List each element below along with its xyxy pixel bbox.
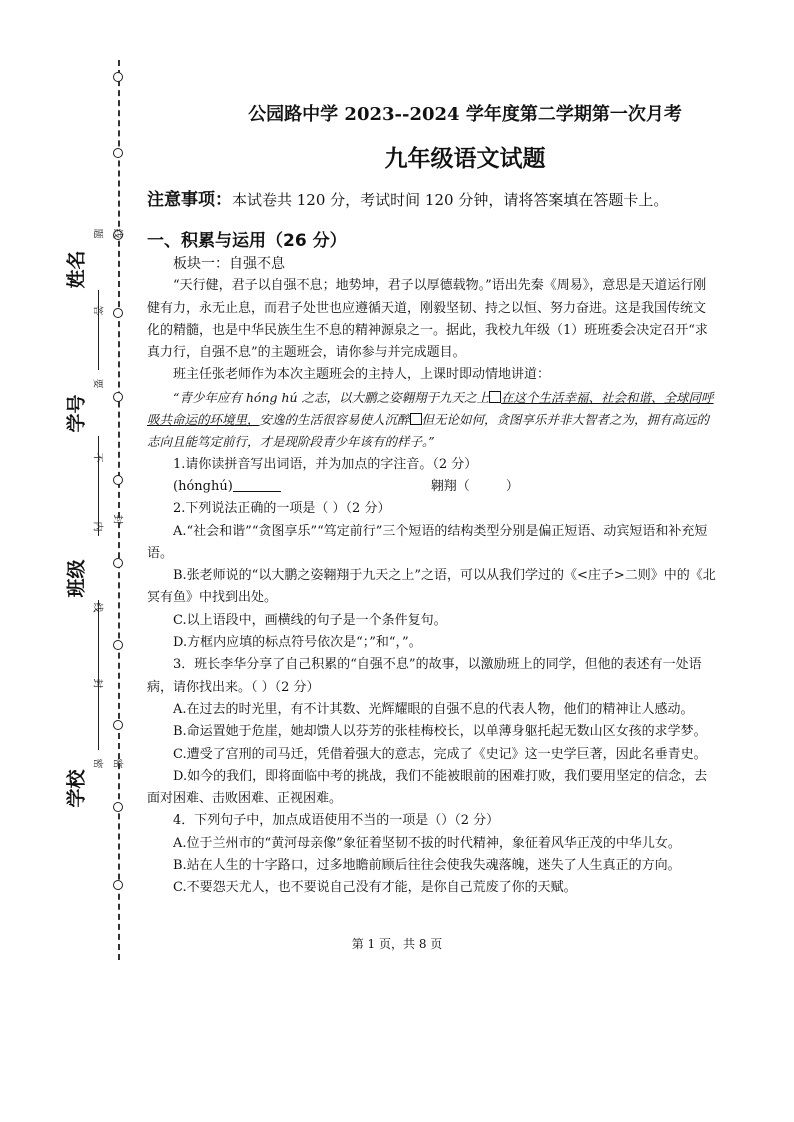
- quote-part-d: 但无论如何，贪图享乐并非大智者之为，拥有高远的志向且能笃定前行，才是现阶段青少年该有的样子。”: [147, 412, 710, 450]
- seal-char: 题: [91, 228, 103, 239]
- notice-text: 本试卷共 120 分，考试时间 120 分钟，请将答案填在答题卡上。: [232, 191, 669, 209]
- quote-part-c: 安逸的生活很容易使人沉醉: [259, 412, 410, 428]
- student-id-label: 学号: [65, 394, 88, 433]
- teacher-intro: 班主任张老师作为本次主题班会的主持人，上课时即动情地讲道：: [173, 367, 551, 383]
- binding-hole: [113, 880, 123, 890]
- option: A.“社会和谐”“贪图享乐”“笃定前行”三个短语的结构类型分别是偏正短语、动宾短语和补充短语。: [147, 523, 708, 561]
- block-title: 板块一：自强不息: [173, 256, 285, 272]
- teacher-quote: [147, 387, 717, 454]
- option: C.遭受了宫刑的司马迁，凭借着强大的意志，完成了《史记》这一史学巨著，因此名垂青史。: [173, 746, 707, 762]
- name-label: 姓名: [65, 250, 88, 289]
- seal-char: 不: [91, 452, 103, 463]
- class-label: 班级: [65, 559, 88, 598]
- quote-part-a: “青少年应有 hóng hú 之志，以大鹏之姿翱翔于九天之上: [173, 389, 490, 405]
- seal-char: 密: [91, 758, 103, 769]
- option: A.位于兰州市的“黄河母亲像”象征着坚韧不拔的时代精神，象征着风华正茂的中华儿女。: [173, 835, 681, 851]
- page-number: 第 1 页，共 8 页: [351, 937, 443, 951]
- question-2: 2.下列说法正确的一项是（ ）（2 分）: [173, 501, 391, 517]
- seal-char: 密: [111, 758, 123, 769]
- punctuation-box[interactable]: [489, 391, 501, 403]
- binding-hole: [113, 720, 123, 730]
- punctuation-box[interactable]: [410, 413, 422, 425]
- notice: [147, 185, 787, 210]
- option: D.方框内应填的标点符号依次是“；”和“，”。: [173, 635, 422, 651]
- option: C.以上语段中，画横线的句子是一个条件复句。: [173, 612, 447, 628]
- binding-hole: [113, 802, 123, 812]
- binding-hole: [113, 640, 123, 650]
- close-paren: ）: [505, 478, 519, 494]
- binding-hole: [113, 308, 123, 318]
- option: B.张老师说的“以大鹏之姿翱翔于九天之上”之语，可以从我们学过的《<庄子>二则》中的《北冥有鱼》中找到出处。: [147, 568, 716, 606]
- name-fill-line[interactable]: [98, 290, 99, 370]
- binding-hole: [113, 558, 123, 568]
- binding-hole: [113, 72, 123, 82]
- exam-title: 公园路中学 2023--2024 学年度第二学期第一次月考: [248, 104, 682, 125]
- seal-char: 答: [91, 305, 103, 316]
- question-4: 4．下列句子中，加点成语使用不当的一项是（）（2 分）: [173, 813, 500, 829]
- seal-char: 线: [111, 228, 123, 239]
- seal-char: 线: [91, 602, 103, 613]
- exam-subtitle: 九年级语文试题: [384, 146, 546, 172]
- binding-hole: [113, 148, 123, 158]
- seal-char: 内: [91, 521, 103, 532]
- question-3: 3．班长李华分享了自己积累的“自强不息”的故事，以激励班上的同学，但他的表述有一处语病，请你找出来。（ ）（2 分）: [147, 657, 702, 695]
- binding-dashed-line: [118, 60, 120, 960]
- option: B.命运置她于危崖，她却馈人以芬芳的张桂梅校长，以单薄身躯托起无数山区女孩的求学梦。: [173, 724, 707, 740]
- seal-char: 封: [111, 514, 123, 525]
- seal-char: 封: [91, 678, 103, 689]
- class-fill-line[interactable]: [98, 600, 99, 750]
- intro-paragraph: “天行健，君子以自强不息；地势坤，君子以厚德载物。”语出先秦《周易》，意思是天道运行刚健有力，永无止息，而君子处世也应遵循天道，刚毅坚韧、持之以恒、努力奋进。这是我国传统文化的精髓，也是中华民族生生不息的精神源泉之一。据此，我校九年级（1）班班委会决定召开“求真力行，自强不息”的主题班会，请你参与并完成题目。: [147, 278, 708, 361]
- answer-blank[interactable]: [233, 479, 281, 492]
- option: C.不要怨天尤人，也不要说自己没有才能，是你自己荒废了你的天赋。: [173, 880, 577, 896]
- word-aoxiang: 翱翔（: [430, 478, 470, 494]
- binding-hole: [113, 392, 123, 402]
- school-label: 学校: [65, 769, 88, 808]
- pinyin: (hónghú): [173, 478, 233, 494]
- question-1-answers: [147, 476, 717, 498]
- quote-underlined: 在这个生活幸福、社会和谐、全球同呼吸共命运的环境里，: [147, 389, 714, 428]
- seal-char: 要: [91, 378, 103, 389]
- question-1: 1.请你读拼音写出词语，并为加点的字注音。（2 分）: [173, 456, 478, 472]
- section-heading: 一、积累与运用（26 分）: [147, 231, 347, 251]
- binding-hole: [113, 475, 123, 485]
- id-fill-line[interactable]: [98, 436, 99, 536]
- option: A.在过去的时光里，有不计其数、光辉耀眼的自强不息的代表人物，他们的精神让人感动。: [173, 701, 694, 717]
- option: D.如今的我们，即将面临中考的挑战，我们不能被眼前的困难打败，我们要用坚定的信念，去面对困难、击败困难、正视困难。: [147, 768, 708, 807]
- option: B.站在人生的十字路口，过多地瞻前顾后往往会使我失魂落魄，迷失了人生真正的方向。: [173, 858, 681, 874]
- question-body: [147, 253, 717, 900]
- notice-label: 注意事项：: [147, 190, 232, 210]
